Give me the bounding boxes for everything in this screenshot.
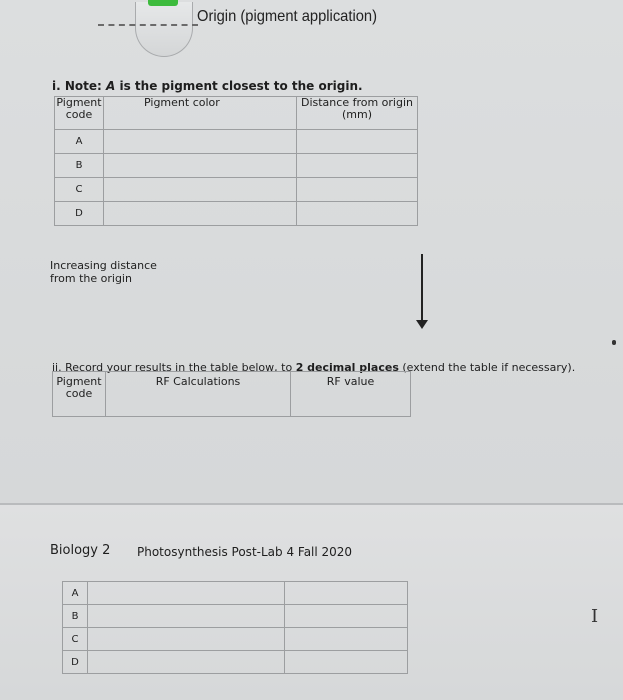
rf-results-table [52, 371, 411, 417]
header-pigment-code: Pigment code [55, 97, 104, 130]
header-distance: Distance from origin (mm) [297, 97, 418, 130]
pigment-code-cell: C [55, 178, 104, 202]
document-title: Photosynthesis Post-Lab 4 Fall 2020 [137, 545, 353, 559]
header-rf-value: RF value [291, 372, 411, 417]
distance-arrow-line [421, 254, 423, 324]
rf-calculation-cell[interactable] [88, 582, 285, 605]
rf-calculation-cell[interactable] [88, 605, 285, 628]
table-row [55, 178, 418, 202]
header-pigment-code: Pigment code [53, 372, 106, 417]
text-cursor-icon: I [591, 606, 599, 627]
distance-cell[interactable] [297, 154, 418, 178]
header-pigment-color: Pigment color [104, 97, 297, 130]
rf-calculation-cell[interactable] [88, 628, 285, 651]
edge-mark [612, 340, 616, 345]
pigment-color-cell[interactable] [104, 130, 297, 154]
pigment-color-cell[interactable] [104, 178, 297, 202]
pigment-spot [148, 0, 178, 6]
table-header-row [53, 372, 411, 417]
pigment-color-cell[interactable] [104, 202, 297, 226]
pigment-distance-table [54, 96, 418, 226]
section-1-note: i. Note: A is the pigment closest to the origin. [52, 79, 363, 93]
table-row [55, 154, 418, 178]
rf-continuation-table [62, 581, 408, 674]
table-row [63, 628, 408, 651]
pigment-code-cell: A [63, 582, 88, 605]
rf-value-cell[interactable] [285, 605, 408, 628]
section-2-instruction: ii. Record your results in the table below, to 2 decimal places (extend the table if necessary). [52, 361, 576, 374]
table-row [63, 651, 408, 674]
pigment-color-cell[interactable] [104, 154, 297, 178]
origin-label: Origin (pigment application) [197, 8, 378, 25]
distance-cell[interactable] [297, 202, 418, 226]
pigment-code-cell: C [63, 628, 88, 651]
arrow-down-icon [416, 320, 428, 329]
pigment-code-cell: B [55, 154, 104, 178]
rf-value-cell[interactable] [285, 582, 408, 605]
pigment-code-cell: D [63, 651, 88, 674]
rf-calculation-cell[interactable] [88, 651, 285, 674]
arrow-note: Increasing distance from the origin [50, 259, 157, 285]
rf-value-cell[interactable] [285, 651, 408, 674]
table-row [55, 202, 418, 226]
pigment-code-cell: D [55, 202, 104, 226]
page-divider [0, 503, 623, 505]
distance-cell[interactable] [297, 178, 418, 202]
course-label: Biology 2 [50, 543, 111, 558]
pigment-code-cell: A [55, 130, 104, 154]
header-rf-calculations: RF Calculations [106, 372, 291, 417]
pigment-drop-diagram [135, 2, 193, 57]
table-row [63, 605, 408, 628]
table-header-row [55, 97, 418, 130]
rf-value-cell[interactable] [285, 628, 408, 651]
distance-cell[interactable] [297, 130, 418, 154]
table-row [63, 582, 408, 605]
pigment-code-cell: B [63, 605, 88, 628]
table-row [55, 130, 418, 154]
origin-line [98, 24, 198, 26]
